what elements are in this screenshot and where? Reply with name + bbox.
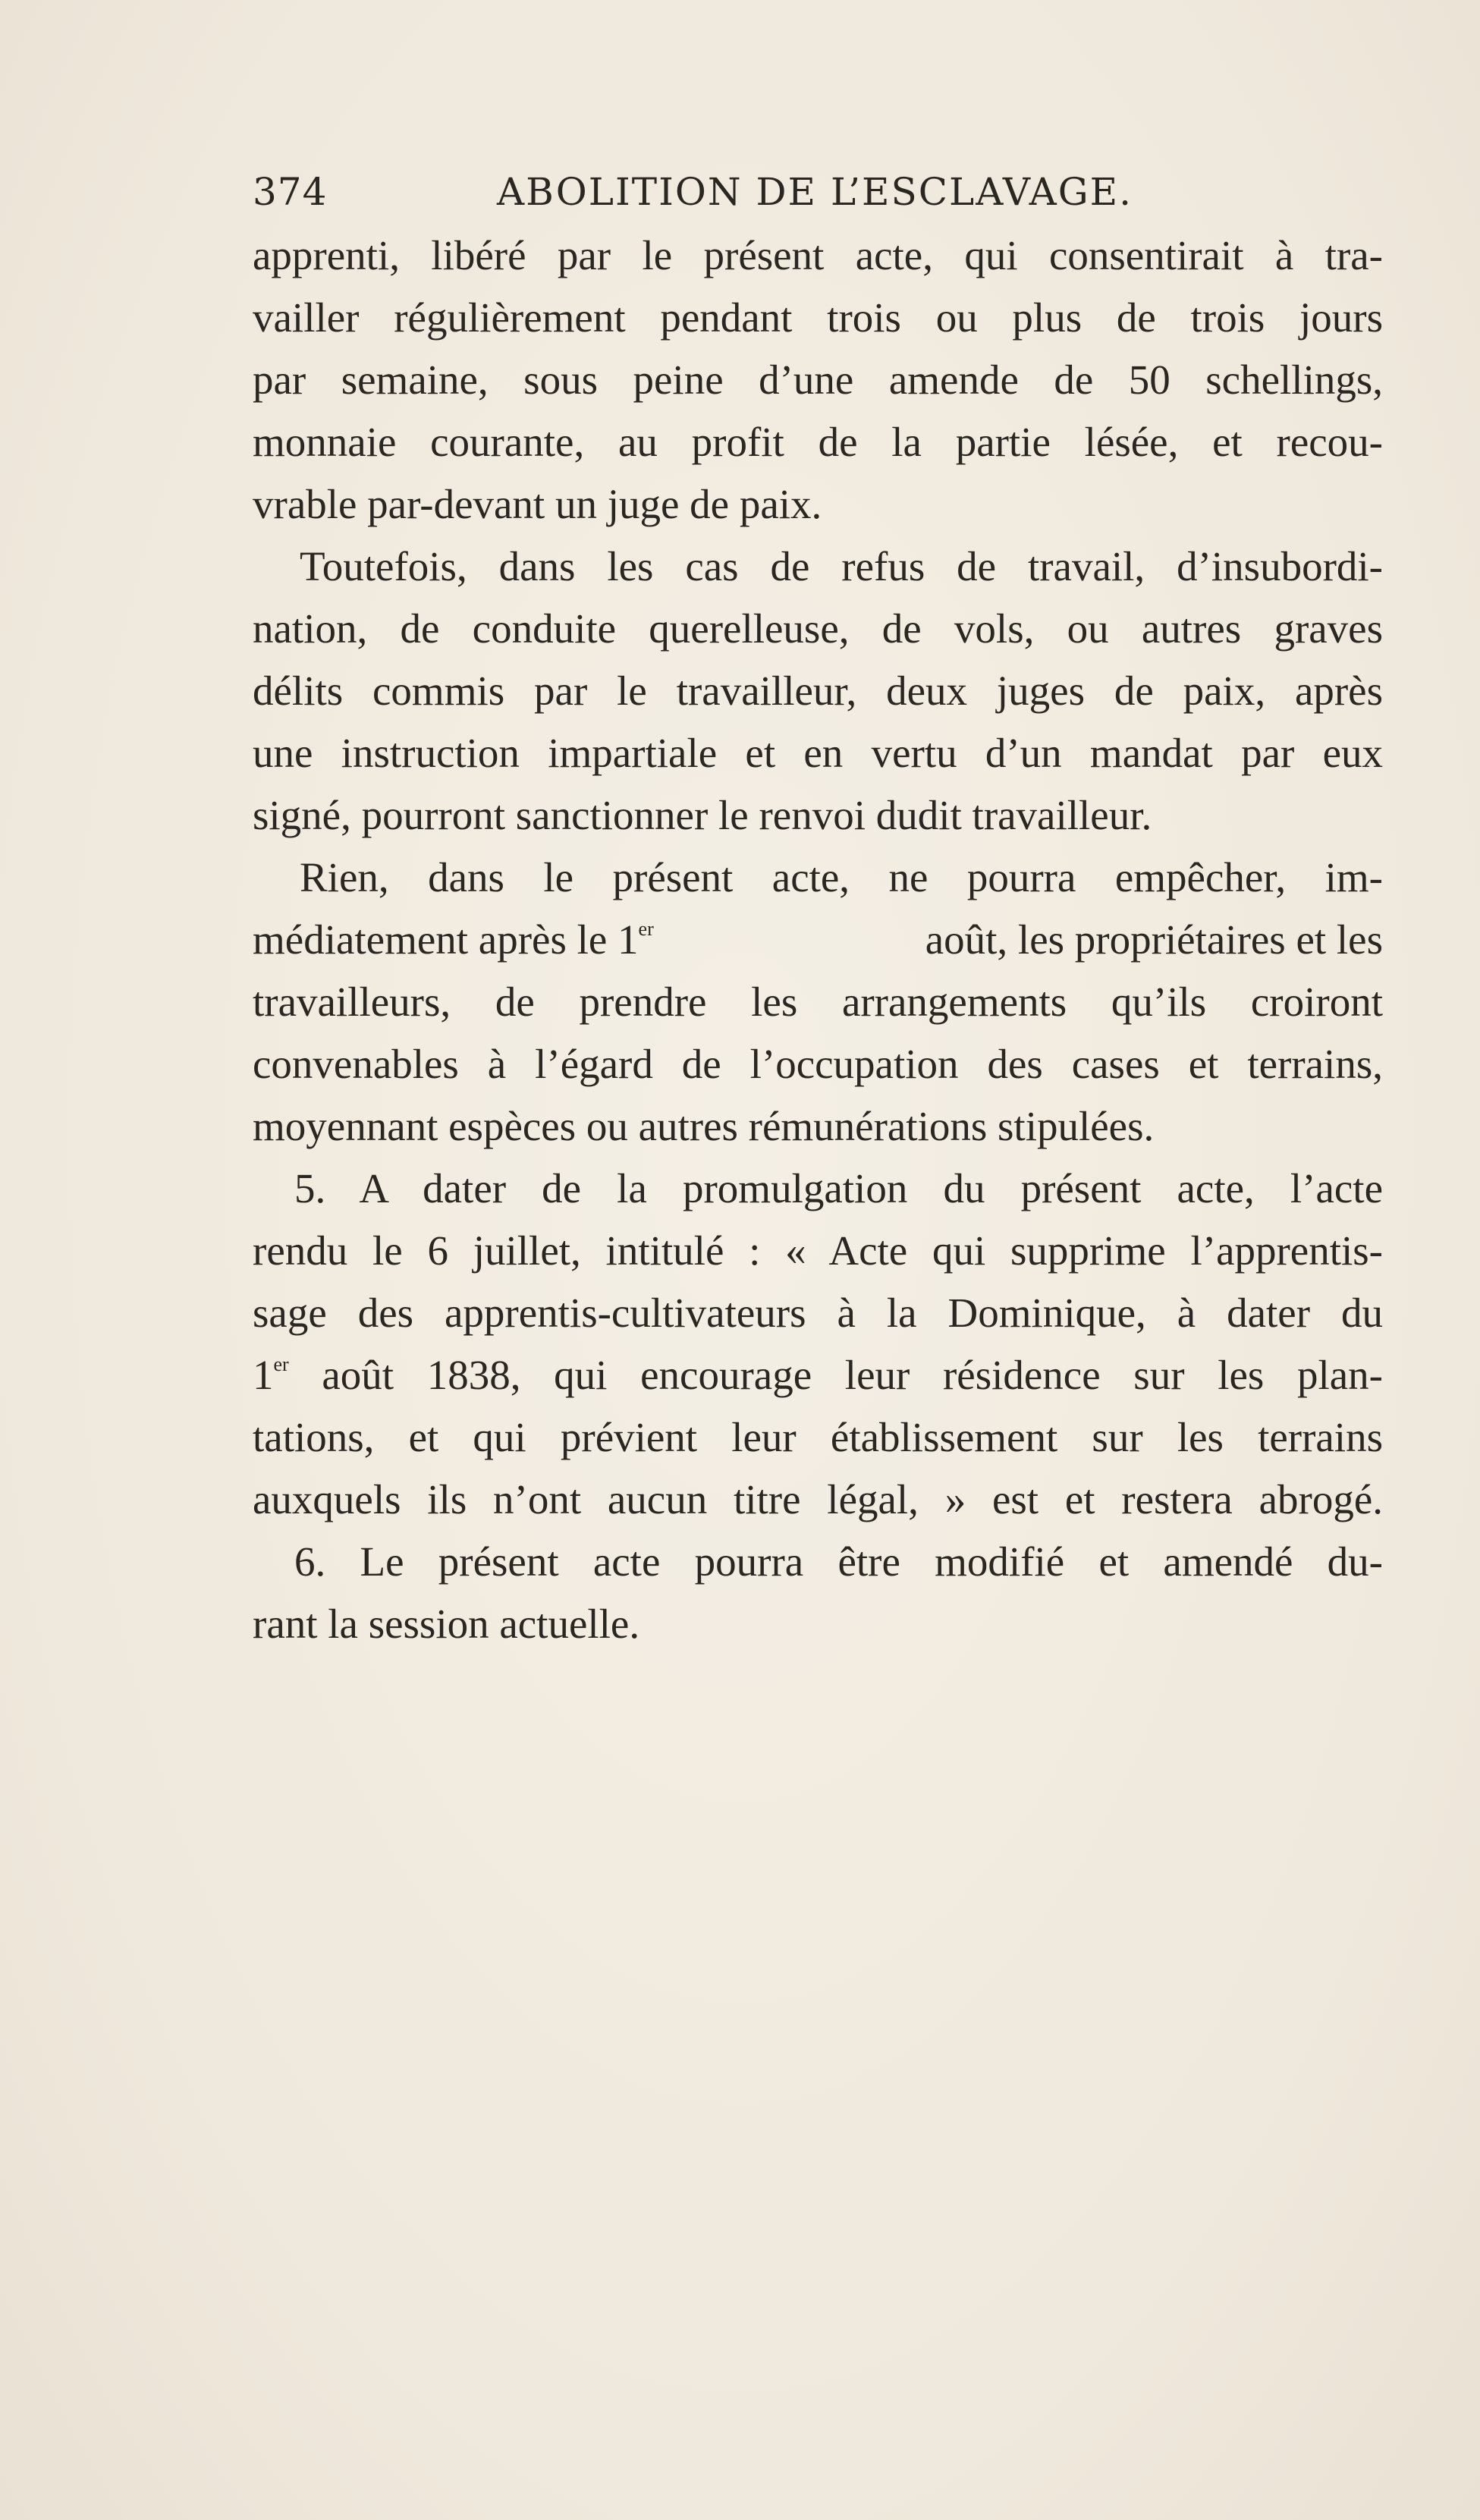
ordinal-number: [617, 909, 654, 971]
text-line: convenables à l’égard de l’occupation des cases et terrains,: [253, 1041, 1383, 1087]
text-line: auxquels ils n’ont aucun titre légal, » est et restera abrogé.: [253, 1476, 1383, 1522]
text-line: rant la session actuelle.: [253, 1601, 640, 1647]
paragraph-start-line: 6. Le présent acte pourra être modifié et amendé du-: [294, 1538, 1383, 1585]
paragraph-start-line: Toutefois, dans les cas de refus de travail, d’insubordi-: [300, 543, 1383, 589]
ordinal-number: [253, 1344, 289, 1406]
paragraph-start-line: 5. A dater de la promulgation du présent acte, l’acte: [294, 1165, 1383, 1211]
ordinal-suffix: er: [273, 1353, 289, 1375]
text-line: tations, et qui prévient leur établissement sur les terrains: [253, 1414, 1383, 1460]
text-line: une instruction impartiale et en vertu d’un mandat par eux: [253, 730, 1383, 776]
running-title: ABOLITION DE L’ESCLAVAGE.: [497, 170, 1133, 214]
text-line: travailleurs, de prendre les arrangements qu’ils croiront: [253, 979, 1383, 1025]
text-line: apprenti, libéré par le présent acte, qui consentirait à tra-: [253, 232, 1383, 278]
text-line: sage des apprentis-cultivateurs à la Dominique, à dater du: [253, 1290, 1383, 1336]
text-line: délits commis par le travailleur, deux juges de paix, après: [253, 668, 1383, 714]
text-line-with-ordinal: [253, 909, 1383, 971]
text-line: monnaie courante, au profit de la partie lésée, et recou-: [253, 419, 1383, 465]
paragraph-start-line: Rien, dans le présent acte, ne pourra empêcher, im-: [300, 854, 1383, 900]
text-line: vailler régulièrement pendant trois ou plus de trois jours: [253, 294, 1383, 341]
text-fragment: août, les propriétaires et les: [914, 916, 1383, 963]
page-number: 374: [253, 170, 328, 214]
text-fragment: août 1838, qui encourage leur résidence sur les plan-: [288, 1352, 1383, 1398]
text-line: nation, de conduite querelleuse, de vols, ou autres graves: [253, 605, 1383, 652]
page-header: [253, 156, 1383, 225]
text-line: signé, pourront sanctionner le renvoi dudit travailleur.: [253, 792, 1152, 838]
text-line: vrable par-devant un juge de paix.: [253, 481, 822, 527]
ordinal-digit: 1: [253, 1352, 274, 1398]
text-line: moyennant espèces ou autres rémunérations stipulées.: [253, 1103, 1155, 1149]
text-fragment: médiatement après le: [253, 916, 618, 963]
text-line: rendu le 6 juillet, intitulé : « Acte qui supprime l’apprentis-: [253, 1227, 1383, 1274]
text-line: par semaine, sous peine d’une amende de 50 schellings,: [253, 357, 1383, 403]
text-fragment-group: [617, 909, 1383, 971]
ordinal-digit: 1: [617, 916, 639, 963]
ordinal-suffix: er: [638, 918, 654, 940]
text-line-with-ordinal: [253, 1344, 1383, 1406]
